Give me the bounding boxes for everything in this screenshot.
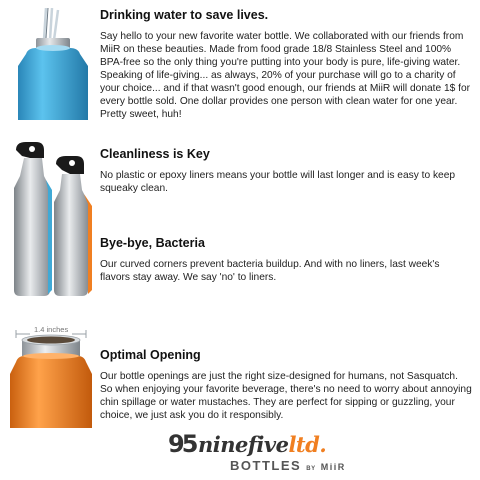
section-body: Our bottle openings are just the right size-designed for humans, not Sasquatch. So when enjoying your favorite beverage, there's no need to worry about annoying chin spillage or water mustaches. They are perfect for sipping or guzzling, your choice, we just ask you do it responsibly. bbox=[100, 371, 472, 421]
section-title: Drinking water to save lives. bbox=[100, 8, 269, 22]
logo-by: BY bbox=[306, 466, 316, 472]
brand-logo bbox=[168, 432, 398, 476]
section-title: Optimal Opening bbox=[100, 348, 201, 362]
section-title: Bye-bye, Bacteria bbox=[100, 236, 205, 250]
logo-name: ninefive bbox=[198, 432, 289, 457]
section-body: Say hello to your new favorite water bottle. We collaborated with our friends from MiiR on these beauties. Made from food grade 18/8 Stainless Steel and 100% BPA-free so the only thing you're putting into your body is pure, life-giving water. Speaking of life-giving... as always, 20% of your purchase will go to a charity of your choice... and if that wasn't good enough, our friends at MiiR will donate 1$ for every bottle sold. One dollar provides one person with clean water for one year. Pretty sweet, huh! bbox=[100, 31, 471, 120]
section-opening bbox=[100, 348, 472, 422]
logo-mark: 95 bbox=[168, 430, 196, 458]
logo-wordmark bbox=[198, 432, 326, 457]
section-bacteria bbox=[100, 236, 472, 284]
logo-partner: MiiR bbox=[320, 462, 346, 472]
logo-tagline bbox=[230, 458, 346, 473]
section-cleanliness bbox=[100, 147, 472, 195]
section-body: Our curved corners prevent bacteria buildup. And with no liners, last week's flavors stay away. We say 'no' to liners. bbox=[100, 259, 440, 283]
blue-bottle-image bbox=[0, 8, 96, 120]
logo-line2: BOTTLES bbox=[230, 458, 302, 473]
logo-suffix: ltd. bbox=[288, 432, 327, 457]
section-title: Cleanliness is Key bbox=[100, 147, 210, 161]
opening-size-label: 1.4 inches bbox=[34, 325, 69, 334]
steel-bottles-image bbox=[0, 140, 100, 300]
section-drinking-water bbox=[100, 8, 472, 121]
section-body: No plastic or epoxy liners means your bottle will last longer and is easy to keep squeaky clean. bbox=[100, 170, 456, 194]
